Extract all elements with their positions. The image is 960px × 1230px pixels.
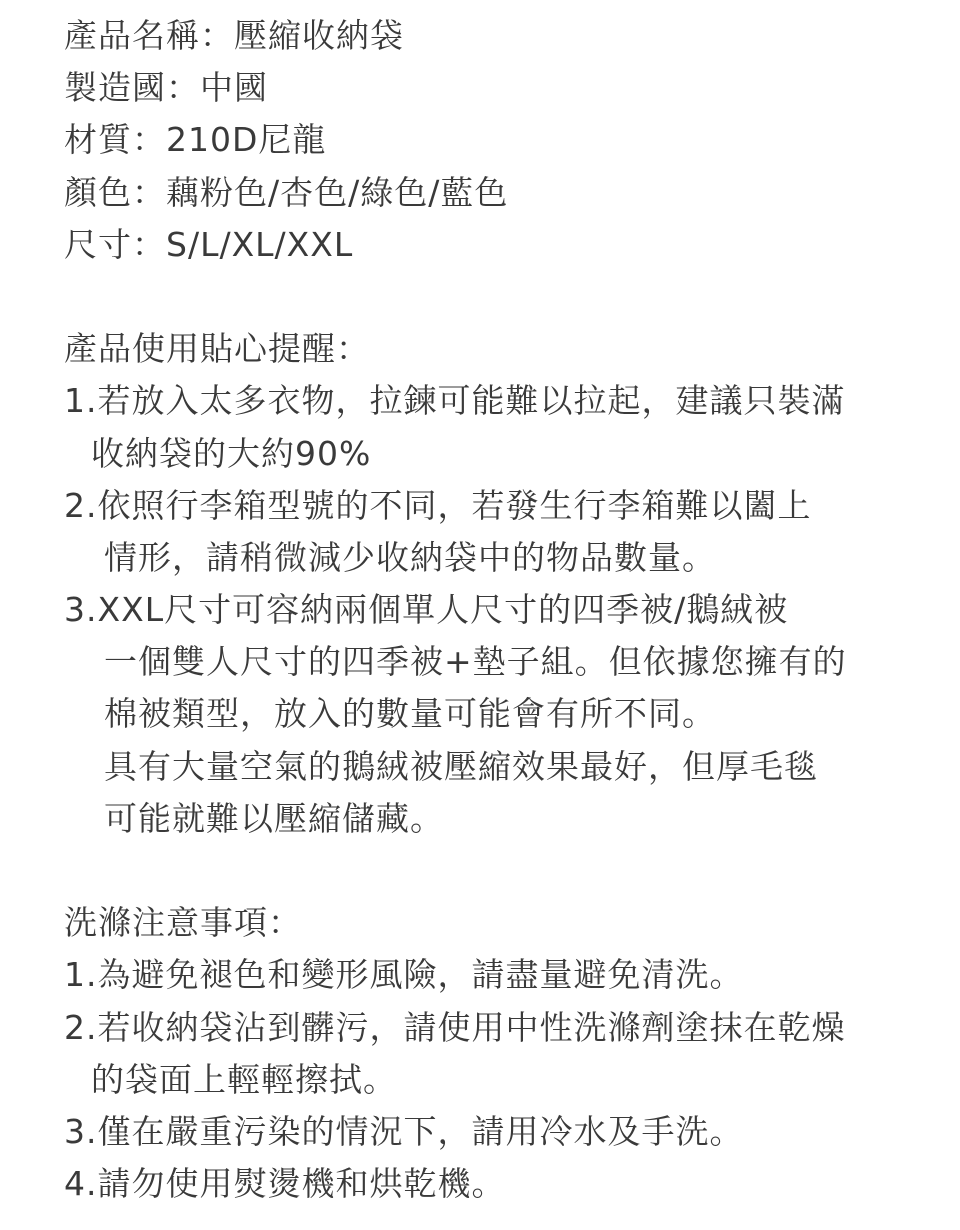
washing-note-3: 3.僅在嚴重污染的情況下，請用冷水及手洗。	[64, 1111, 744, 1151]
washing-note-2: 2.若收納袋沾到髒污，請使用中性洗滌劑塗抹在乾燥	[64, 1007, 846, 1047]
usage-tip-3-continued-1: 一個雙人尺寸的四季被+墊子組。但依據您擁有的	[104, 642, 847, 682]
product-name-line: 產品名稱：壓縮收納袋	[64, 16, 404, 55]
color-line: 顏色：藕粉色/杏色/綠色/藍色	[64, 172, 509, 212]
washing-notes-heading: 洗滌注意事項：	[64, 903, 302, 943]
washing-note-1: 1.為避免褪色和變形風險，請盡量避免清洗。	[64, 955, 744, 995]
usage-tip-2: 2.依照行李箱型號的不同，若發生行李箱難以闔上	[64, 485, 812, 525]
product-description	[64, 10, 944, 1210]
washing-note-2-continued: 的袋面上輕輕擦拭。	[91, 1059, 397, 1099]
origin-line: 製造國：中國	[64, 68, 268, 108]
usage-tip-3-continued-2: 棉被類型，放入的數量可能會有所不同。	[104, 694, 716, 734]
usage-tip-2-continued: 情形，請稍微減少收納袋中的物品數量。	[104, 537, 716, 577]
usage-tips-heading: 產品使用貼心提醒：	[64, 329, 370, 369]
material-line: 材質：210D尼龍	[64, 120, 327, 160]
usage-tip-3-continued-3: 具有大量空氣的鵝絨被壓縮效果最好，但厚毛毯	[104, 746, 818, 786]
usage-tip-3-continued-4: 可能就難以壓縮儲藏。	[104, 798, 444, 838]
washing-note-4: 4.請勿使用熨燙機和烘乾機。	[64, 1164, 506, 1204]
usage-tip-1-continued: 收納袋的大約90%	[91, 433, 372, 473]
section-spacer	[64, 845, 944, 897]
usage-tip-3: 3.XXL尺寸可容納兩個單人尺寸的四季被/鵝絨被	[64, 590, 789, 630]
size-line: 尺寸：S/L/XL/XXL	[64, 224, 354, 264]
section-spacer	[64, 271, 944, 323]
usage-tip-1: 1.若放入太多衣物，拉鍊可能難以拉起，建議只裝滿	[64, 381, 846, 421]
